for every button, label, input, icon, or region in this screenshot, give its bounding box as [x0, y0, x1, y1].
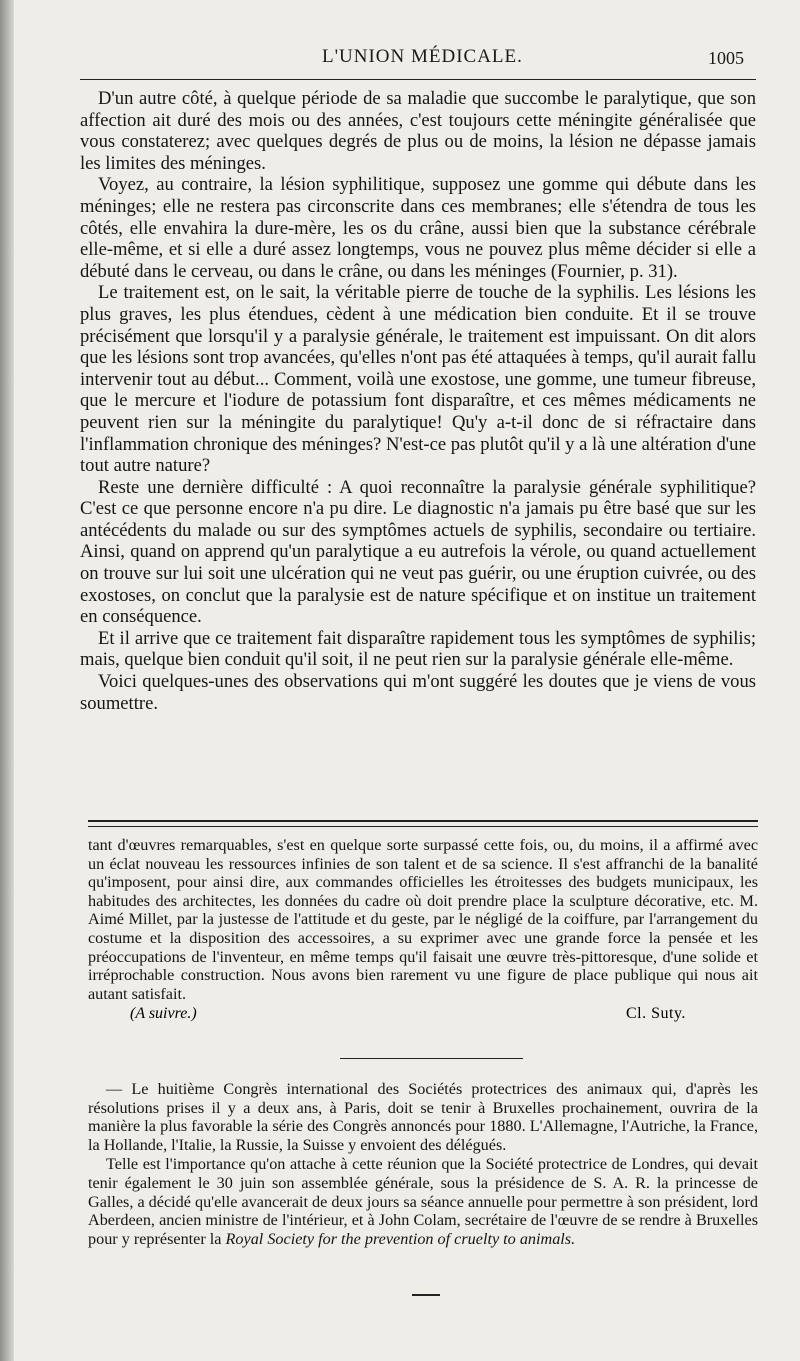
- feuilleton-paragraph: tant d'œuvres remarquables, s'est en quelque sorte surpassé cette fois, ou, du moins, il a affirmé avec un éclat nouveau les ressources infinies de son talent et de sa science. Il s'est affranchi de la banalité qu'imposent, pour ainsi dire, aux commandes officielles les étroitesses des budgets municipaux, les habitudes des architectes, les données du cadre où doit prendre place la sculpture décorative, etc. M. Aimé Millet, par la justesse de l'attitude et du geste, par le négligé de la coiffure, par l'arrangement du costume et la disposition des accessoires, a su exprimer avec une grande force la pensée et les préoccupations de l'inventeur, en même temps qu'il faisait une œuvre très-pittoresque, d'une solide et irréprochable construction. Nous avons bien rarement vu une figure de place publique qui nous ait autant satisfait.: [88, 836, 758, 1003]
- body-paragraph: Reste une dernière difficulté : A quoi reconnaître la paralysie générale syphilitique? C'est ce que personne encore n'a pu dire. Le diagnostic n'a jamais pu être basé que sur les antécédents du malade ou sur des symptômes actuels de syphilis, secondaire ou tertiaire. Ainsi, quand on apprend qu'un paralytique a eu autrefois la vérole, ou quand actuellement on trouve sur lui soit une ulcération qui ne veut pas guérir, ou une éruption cuivrée, ou des exostoses, on conclut que la paralysie est de nature spécifique et on institue un traitement en conséquence.: [80, 476, 756, 628]
- body-paragraph: Le traitement est, on le sait, la véritable pierre de touche de la syphilis. Les lésions les plus graves, les plus étendues, cèdent à une médication bien conduite. Et il se trouve précisément que lorsqu'il y a paralysie générale, le traitement est impuissant. On dit alors que les lésions sont trop avancées, qu'elles n'ont pas été attaquées à temps, qu'il aurait fallu intervenir tout au début... Comment, voilà une exostose, une gomme, une tumeur fibreuse, que le mercure et l'iodure de potassium font disparaître, et ces mêmes médicaments ne peuvent rien sur la méningite du paralytique! Qu'y a-t-il donc de si réfractaire dans l'inflammation chronique des méninges? N'est-ce pas plutôt qu'il y a là une altération d'une tout autre nature?: [80, 282, 756, 477]
- header-rule: [80, 79, 756, 80]
- news-paragraph: — Le huitième Congrès international des Sociétés protectrices des animaux qui, d'après les résolutions prises il y a deux ans, à Paris, doit se tenir à Bruxelles prochainement, ouvrira de la manière la plus favorable la série des Congrès annoncés pour 1880. L'Allemagne, l'Autriche, la France, la Hollande, l'Italie, la Russie, la Suisse y envoient des délégués.: [88, 1080, 758, 1154]
- body-paragraph: Et il arrive que ce traitement fait disparaître rapidement tous les symptômes de syphilis; mais, quelque bien conduit qu'il soit, il ne peut rien sur la paralysie générale elle-même.: [80, 627, 756, 671]
- feuilleton-rule-top: [88, 820, 758, 822]
- to-be-continued: (A suivre.): [130, 1005, 197, 1023]
- end-mark: [412, 1294, 440, 1296]
- running-header: [0, 44, 800, 74]
- society-name: Royal Society for the prevention of cruelty to animals.: [225, 1229, 576, 1248]
- feuilleton-section: [88, 836, 758, 1029]
- page-gutter-shadow: [0, 0, 14, 1361]
- feuilleton-rule-bottom: [88, 826, 758, 827]
- news-paragraph-text: Telle est l'importance qu'on attache à cette réunion que la Société protectrice de Londres, qui devait tenir également le 30 juin son assemblée générale, sous la présidence de S. A. R. la princesse de Galles, a décidé qu'elle avancerait de deux jours sa séance annuelle pour permettre à son président, lord Aberdeen, ancien ministre de l'intérieur, et à John Colam, secrétaire de l'œuvre de se rendre à Bruxelles pour y représenter la: [88, 1155, 758, 1248]
- notes-separator: [340, 1058, 523, 1059]
- news-notes: [88, 1080, 758, 1248]
- body-paragraph: Voici quelques-unes des observations qui m'ont suggéré les doutes que je viens de vous soumettre.: [80, 671, 756, 714]
- article-body: [80, 88, 756, 714]
- feuilleton-signoff: [88, 1005, 758, 1029]
- author-signature: Cl. Suty.: [626, 1005, 686, 1023]
- page-number: 1005: [708, 48, 744, 68]
- body-paragraph: D'un autre côté, à quelque période de sa maladie que succombe le paralytique, que son affection ait duré des mois ou des années, c'est toujours cette méningite généralisée que vous constaterez; avec quelques degrés de plus ou de moins, la lésion ne dépasse jamais les limites des méninges.: [80, 88, 756, 174]
- news-paragraph: [88, 1155, 758, 1248]
- journal-title: L'UNION MÉDICALE.: [322, 46, 523, 67]
- body-paragraph: Voyez, au contraire, la lésion syphilitique, supposez une gomme qui débute dans les méninges; elle ne restera pas circonscrite dans ces membranes; elle s'étendra de tous les côtés, elle envahira la dure-mère, les os du crâne, aussi bien que la substance cérébrale elle-même, et si elle a duré assez longtemps, vous ne pouvez plus même décider si elle a débuté dans le cerveau, ou dans le crâne, ou dans les méninges (Fournier, p. 31).: [80, 174, 756, 282]
